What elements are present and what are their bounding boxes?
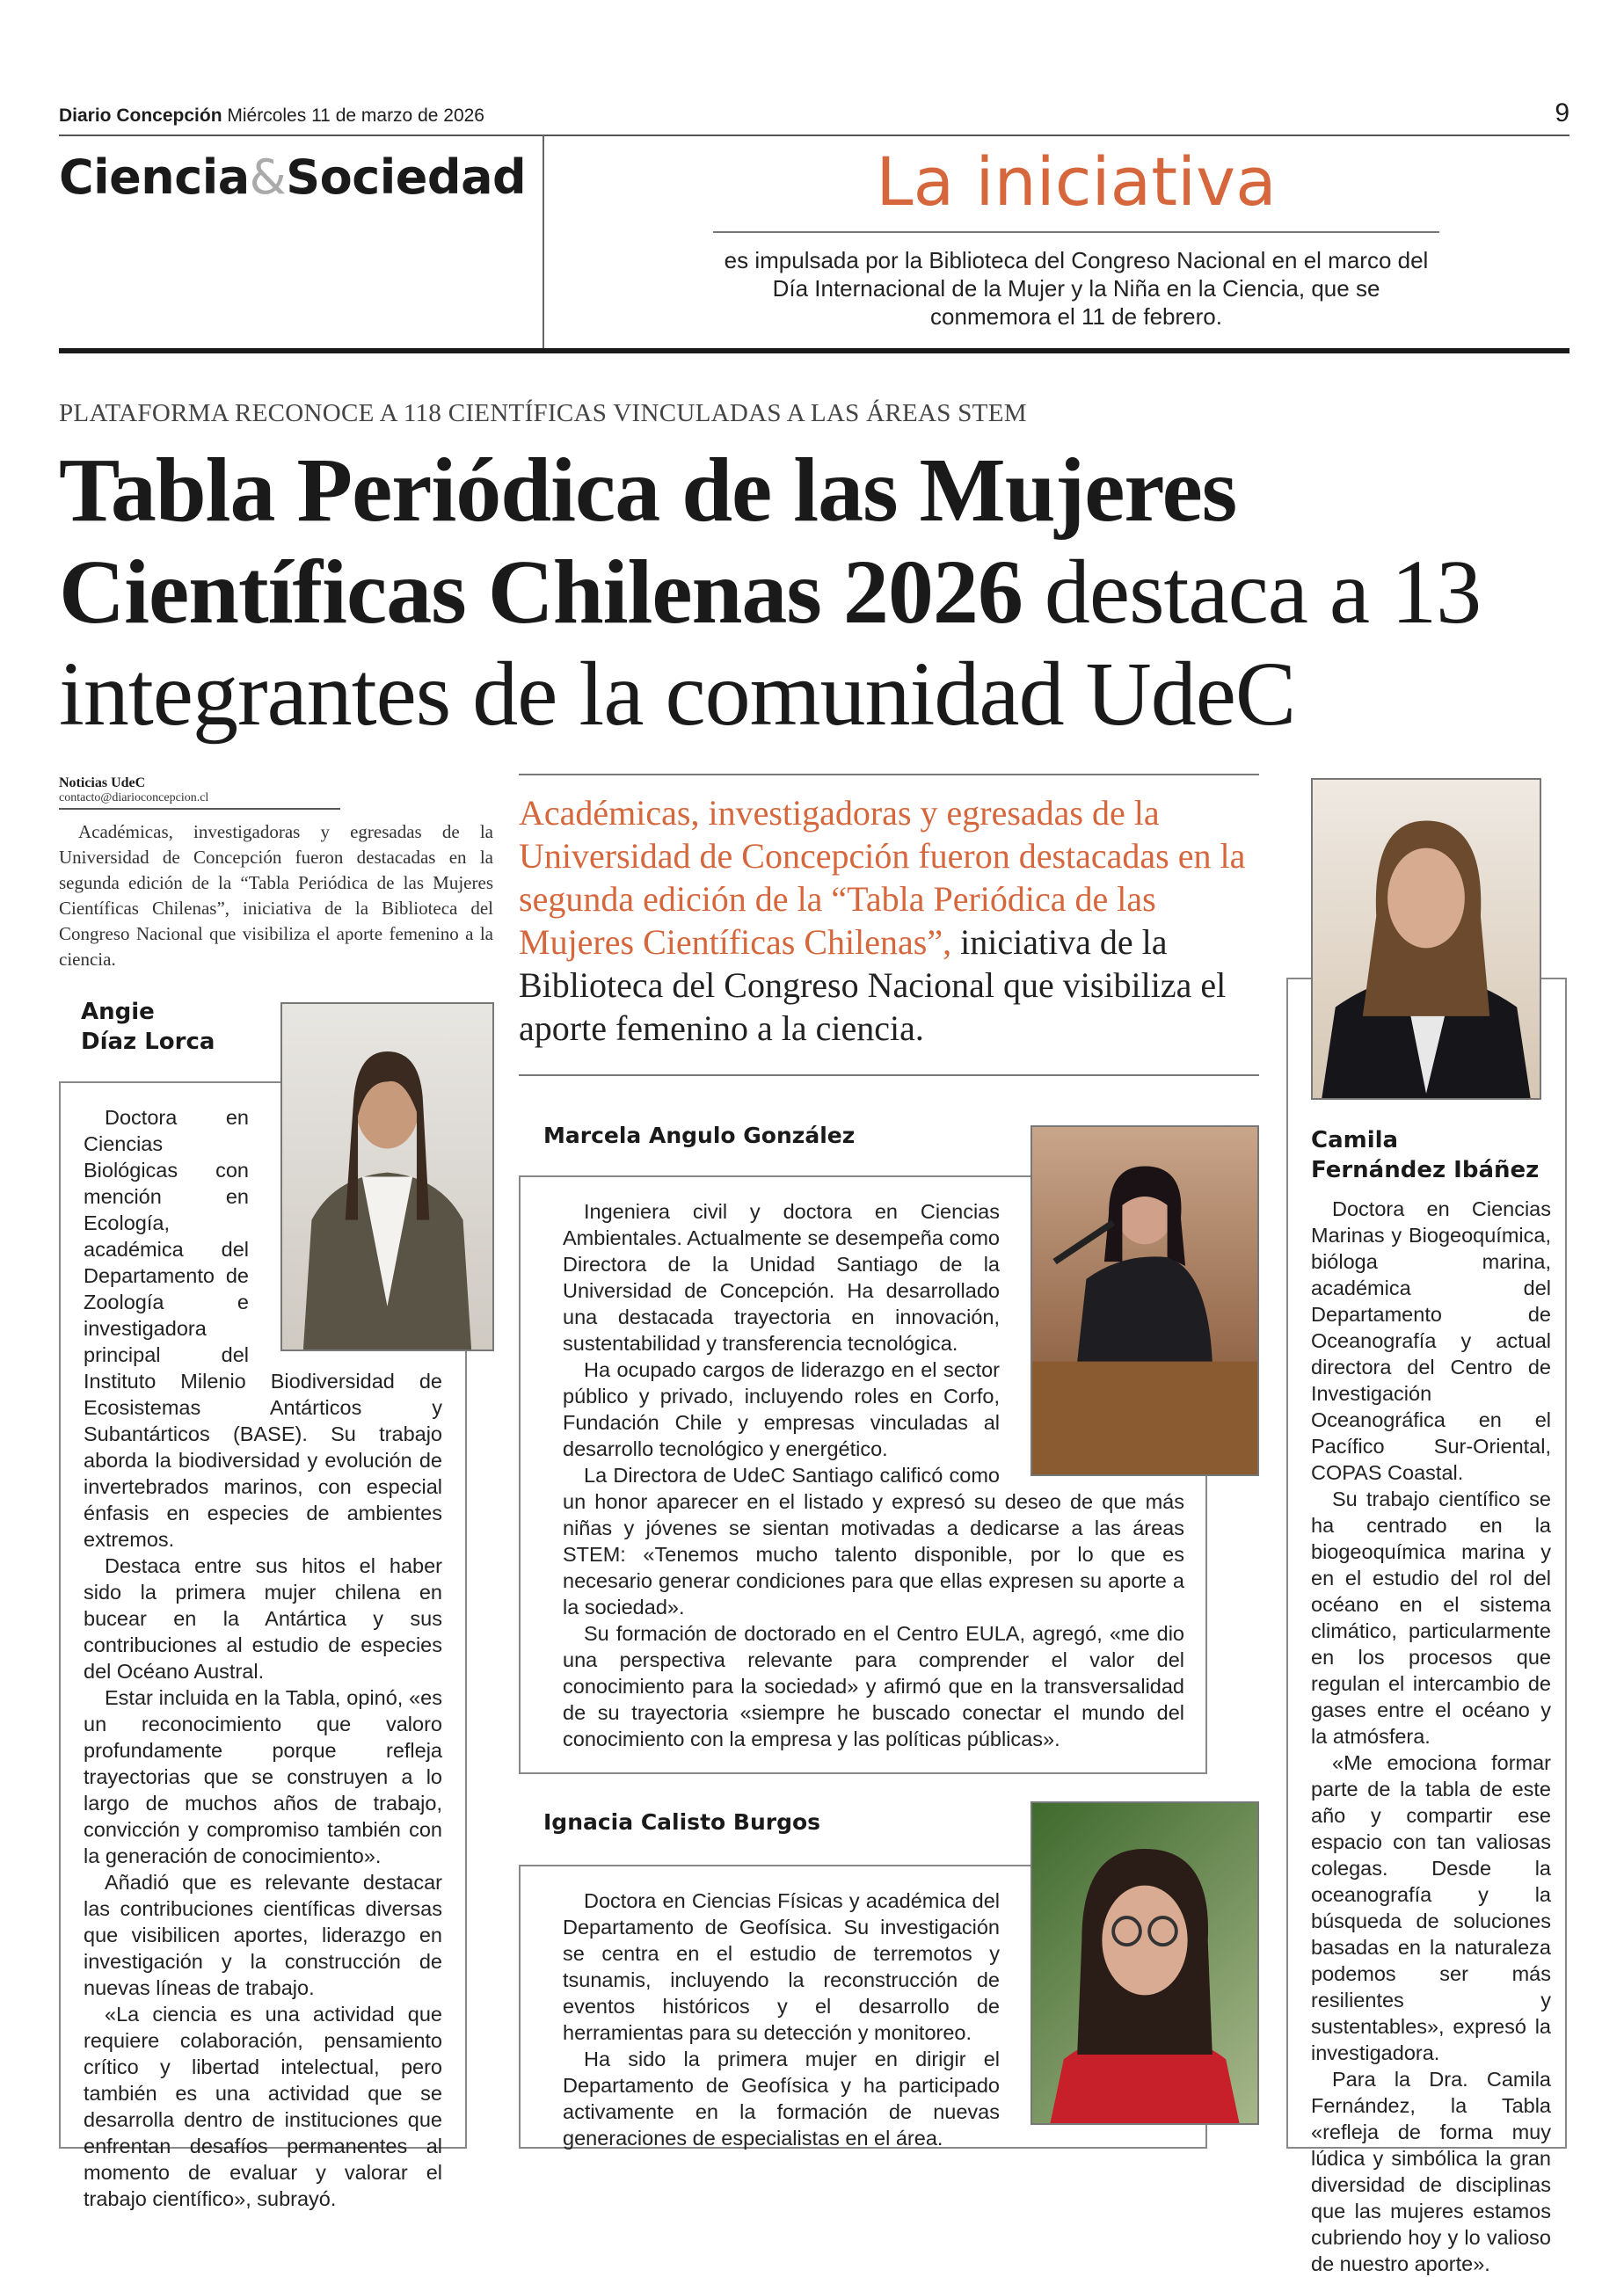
headline-regular: destaca a 13 integrantes de la comunidad UdeC — [59, 542, 1482, 745]
top-rule — [59, 135, 1569, 136]
photo-angie-diaz — [280, 1002, 494, 1351]
profile-paragraph: Para la Dra. Camila Fernández, la Tabla «refleja de forma muy lúdica y simbólica la gran diversidad de disciplinas que las mujeres estamos cubriendo hoy y lo valioso de nuestro aporte». — [1311, 2068, 1551, 2275]
profile-paragraph: Su trabajo científico se ha centrado en la biogeoquímica marina y en el estudio del rol del océano en el sistema climático, particularmente en los procesos que regulan el intercambio de gases entre el océano y la atmósfera. — [1311, 1488, 1551, 1748]
lead-paragraph — [519, 791, 1259, 1050]
headline-bold: Tabla Periódica de las Mujeres Científicas Chilenas 2026 — [59, 440, 1237, 643]
profile-paragraph: Doctora en Ciencias Físicas y académica del Departamento de Geofísica. Su investigación se centra en el estudio de terremotos y tsunamis, incluyendo la reconstrucción de eventos históricos y el desarrollo de herramientas para su detección y monitoreo. — [563, 1889, 1000, 2044]
lead-orange: Académicas, investigadoras y egresadas de la Universidad de Concepción fueron destacadas en la segunda edición de la “Tabla Periódica de las Mujeres Científicas Chilenas”, — [519, 793, 1246, 962]
initiative-rule — [713, 231, 1439, 233]
lead-dark: iniciativa de la Biblioteca del Congreso Nacional que visibiliza el aporte femenino a la ciencia. — [519, 922, 1227, 1048]
profile-paragraph: Destaca entre sus hitos el haber sido la primera mujer chilena en bucear en la Antártica y sus contribuciones al estudio de especies del Océano Austral. — [84, 1554, 442, 1683]
byline — [59, 775, 340, 810]
byline-email[interactable]: contacto@diarioconcepcion.cl — [59, 791, 209, 804]
initiative-text: es impulsada por la Biblioteca del Congreso Nacional en el marco del Día Internacional de la Mujer y la Niña en la Ciencia, que se conmemora el 11 de febrero. — [724, 247, 1429, 330]
profile-paragraph: Ingeniera civil y doctora en Ciencias Ambientales. Actualmente se desempeña como Directora de la Unidad Santiago de la Universidad de Concepción. Ha desarrollado una destacada trayectoria en innovación, sustentabilidad y transferencia tecnológica. — [563, 1200, 1000, 1355]
section-title — [59, 149, 526, 205]
byline-name: Noticias UdeC — [59, 775, 146, 790]
initiative-title: La iniciativa — [876, 142, 1277, 221]
intro-paragraph: Académicas, investigadoras y egresadas de la Universidad de Concepción fueron destacadas en la segunda edición de la “Tabla Periódica de las Mujeres Científicas Chilenas”, iniciativa de la Biblioteca del Congreso Nacional que visibiliza el aporte femenino a la ciencia. — [59, 821, 493, 970]
photo-camila-fernandez — [1311, 778, 1541, 1100]
profile-paragraph: «Me emociona formar parte de la tabla de este año y compartir ese espacio con tan valiosas colegas. Desde la oceanografía y la búsqueda de soluciones basadas en la naturaleza podemos ser más resilientes y sustentables», expresó la investigadora. — [1311, 1751, 1551, 2064]
section-ampersand: & — [249, 149, 287, 205]
profile-paragraph: Ha sido la primera mujer en dirigir el Departamento de Geofísica y ha participado activamente en la formación de nuevas generaciones de especialistas en el área. — [563, 2048, 1000, 2150]
profile-name-marcela: Marcela Angulo González — [543, 1123, 856, 1148]
profile-name-angie: Angie Díaz Lorca — [81, 999, 215, 1055]
masthead-line — [59, 105, 484, 127]
page-number: 9 — [1555, 98, 1569, 127]
profile-box-camila — [1286, 978, 1567, 2275]
lead-rule — [519, 774, 1259, 775]
vertical-divider — [543, 135, 544, 348]
profile-paragraph: Su formación de doctorado en el Centro EULA, agregó, «me dio una perspectiva relevante para comprender el valor del conocimiento para la sociedad» y afirmó que en la transversalidad de su trayectoria «siempre he buscado conectar el mundo del conocimiento con la empresa y las políticas públicas». — [563, 1622, 1184, 1750]
profile-paragraph: Añadió que es relevante destacar las contribuciones científicas diversas que visibilicen aportes, liderazgo en investigación y la construcción de nuevas líneas de trabajo. — [84, 1871, 442, 1999]
photo-marcela-angulo — [1030, 1125, 1259, 1476]
profile-paragraph: Estar incluida en la Tabla, opinó, «es un reconocimiento que valoro profundamente porque refleja trayectorias que se construyen a lo largo de muchos años de trabajo, convicción y compromiso también con la generación de conocimiento». — [84, 1686, 442, 1867]
profile-paragraph: Doctora en Ciencias Marinas y Biogeoquímica, bióloga marina, académica del Departamento de Oceanografía y actual directora del Centro de Investigación Oceanográfica en el Pacífico Sur-Oriental, COPAS Coastal. — [1311, 1197, 1551, 1484]
profile-name-camila: Camila Fernández Ibáñez — [1311, 1127, 1540, 1183]
lead-rule — [519, 1074, 1259, 1076]
profile-text — [1311, 1196, 1551, 2277]
profile-paragraph: «La ciencia es una actividad que requiere colaboración, pensamiento crítico y libertad intelectual, pero también es una actividad que se desarrolla dentro de instituciones que enfrentan desafíos permanentes al momento de evaluar y valorar el trabajo científico», subrayó. — [84, 2003, 442, 2210]
section-part: Sociedad — [286, 149, 527, 205]
thick-rule — [59, 348, 1569, 353]
photo-ignacia-calisto — [1030, 1801, 1259, 2125]
profile-paragraph: La Directora de UdeC Santiago calificó como un honor aparecer en el listado y expresó su deseo de que más niñas y jóvenes se sientan motivadas a dedicarse a las áreas STEM: «Tenemos mucho talento disponible, por lo que es necesario generar condiciones para que ellas expresen su aporte a la sociedad». — [563, 1464, 1184, 1619]
kicker: PLATAFORMA RECONOCE A 118 CIENTÍFICAS VINCULADAS A LAS ÁREAS STEM — [59, 399, 1027, 427]
headline — [59, 440, 1580, 746]
profile-paragraph: Doctora en Ciencias Biológicas con mención en Ecología, académica del Departamento de Zoología e investigadora principal del Instituto Milenio Biodiversidad de Ecosistemas Antárticos y Subantárticos (BASE). Su trabajo aborda la biodiversidad y evolución de invertebrados marinos, con especial énfasis en especies de ambientes extremos. — [84, 1106, 442, 1551]
profile-paragraph: Ha ocupado cargos de liderazgo en el sector público y privado, incluyendo roles en Corfo, Fundación Chile y empresas vinculadas al desarrollo tecnológico y energético. — [563, 1358, 1000, 1460]
issue-date: Miércoles 11 de marzo de 2026 — [227, 105, 484, 126]
paper-name: Diario Concepción — [59, 105, 222, 126]
section-part: Ciencia — [59, 149, 250, 205]
profile-name-ignacia: Ignacia Calisto Burgos — [543, 1809, 821, 1835]
